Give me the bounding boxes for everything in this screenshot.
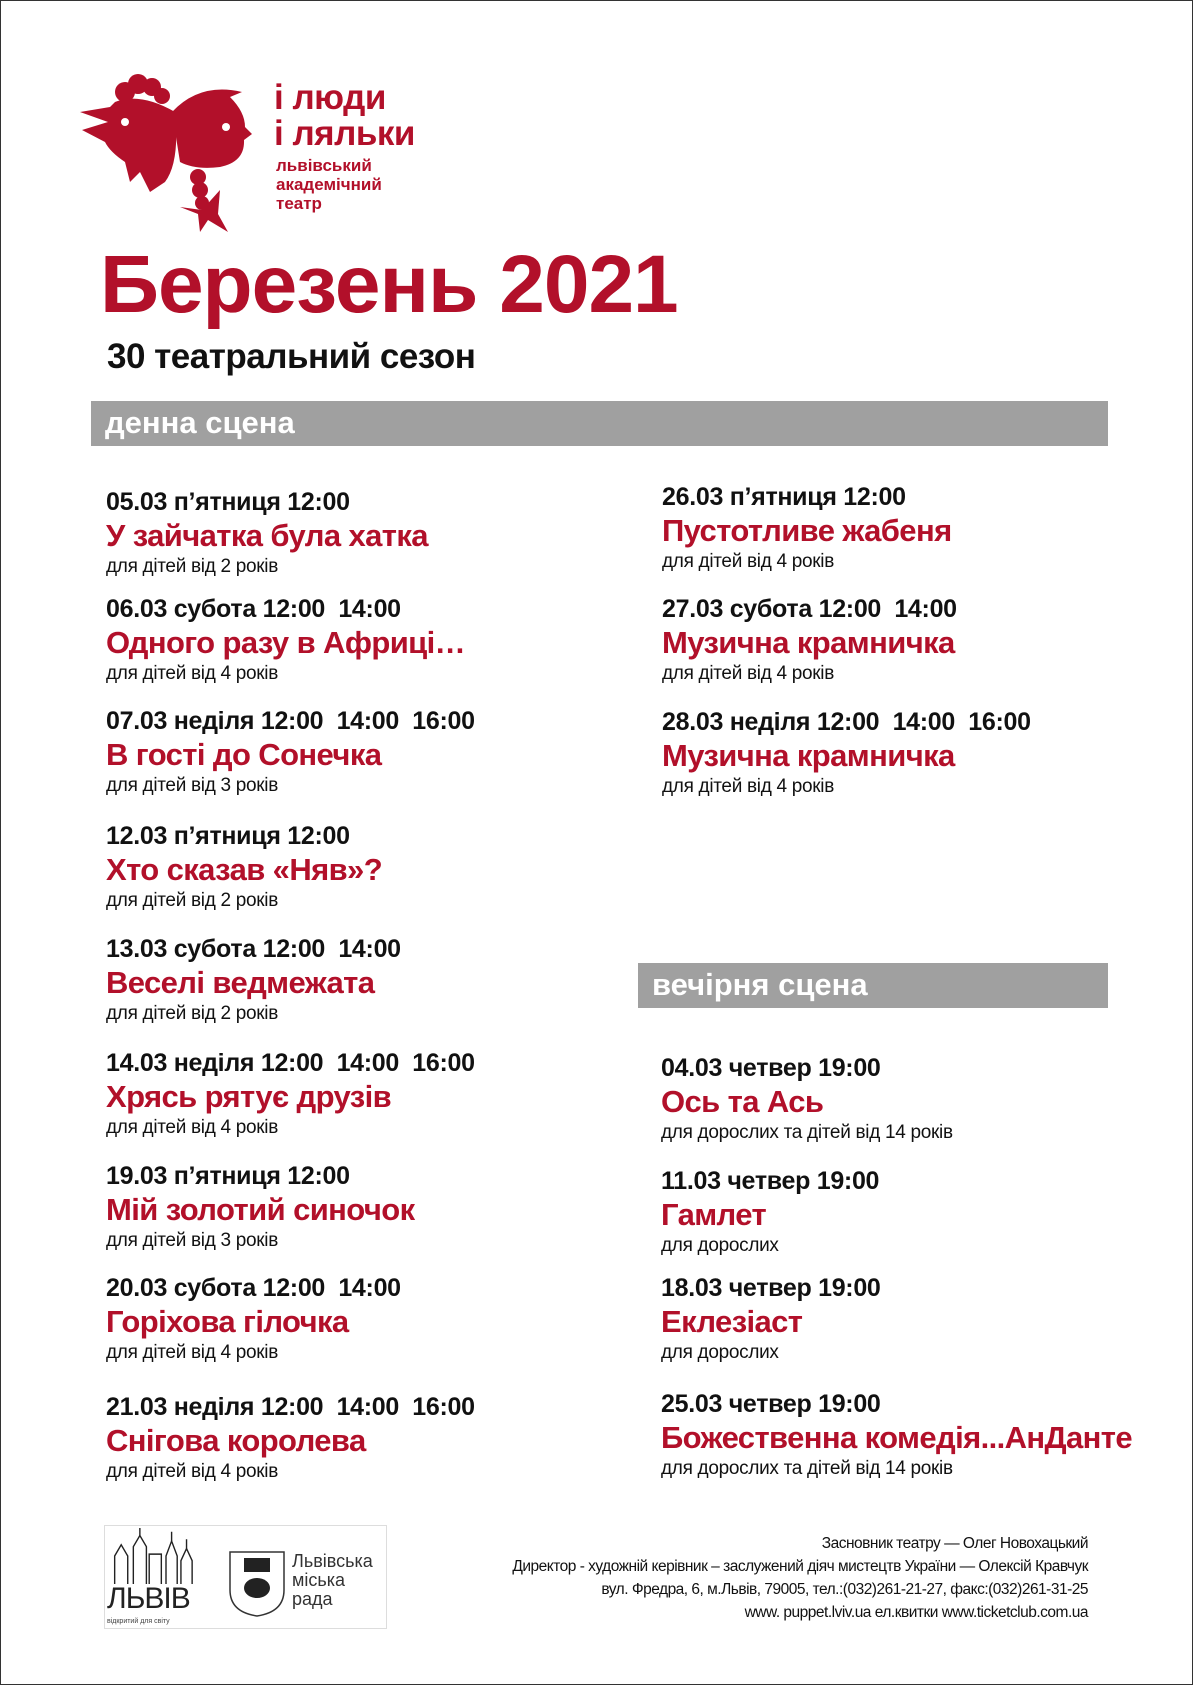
event-date: 13.03 субота 12:00 14:00 [106,935,401,963]
event-entry [662,482,952,574]
day-stage-header: денна сцена [91,401,1108,446]
event-entry [106,1048,475,1140]
event-entry [662,707,1031,799]
event-age: для дітей від 4 років [106,663,278,684]
season-subtitle: 30 театральний сезон [107,337,476,376]
logo-line2: і ляльки [274,114,415,153]
event-entry [661,1389,1132,1481]
event-date: 05.03 п’ятниця 12:00 [106,488,350,516]
event-date: 11.03 четвер 19:00 [661,1167,880,1195]
event-title: Хто сказав «Няв»? [106,852,383,887]
footer-address: вул. Фредра, 6, м.Львів, 79005, тел.:(032)261-21-27, факс:(032)261-31-25 [601,1581,1088,1598]
event-title: Мій золотий синочок [106,1192,415,1227]
event-age: для дітей від 3 років [106,1230,278,1251]
event-age: для дітей від 4 років [662,776,834,797]
event-date: 14.03 неділя 12:00 14:00 16:00 [106,1049,475,1077]
event-date: 26.03 п’ятниця 12:00 [662,483,906,511]
lviv-logo-text: ЛЬВІВ [107,1582,190,1615]
event-title: Пустотливе жабеня [662,513,952,548]
lviv-slogan: відкритий для світу [107,1618,170,1625]
event-age: для дітей від 4 років [662,663,834,684]
theatre-logo-icon [80,72,260,234]
event-title: Горіхова гілочка [106,1304,349,1339]
event-title: Музична крамничка [662,738,955,773]
event-date: 21.03 неділя 12:00 14:00 16:00 [106,1393,475,1421]
event-age: для дітей від 4 років [106,1342,278,1363]
event-title: Ось та Ась [661,1084,824,1119]
event-age: для дорослих [661,1235,779,1256]
event-title: Гамлет [661,1197,767,1232]
event-date: 19.03 п’ятниця 12:00 [106,1162,350,1190]
evening-stage-header: вечірня сцена [638,963,1108,1008]
footer-founder: Засновник театру — Олег Новохацький [821,1535,1088,1552]
event-age: для дорослих та дітей від 14 років [661,1122,953,1143]
logo-line1: і люди [274,78,386,117]
event-title: Снігова королева [106,1423,366,1458]
event-entry [662,594,957,686]
event-entry [661,1053,953,1145]
footer-director: Директор - художній керівник – заслужений діяч мистецтв України — Олексій Кравчук [512,1558,1088,1575]
event-title: У зайчатка була хатка [106,518,428,553]
event-title: Веселі ведмежата [106,965,375,1000]
lviv-coat-of-arms-icon [228,1550,286,1618]
logo-subtitle [276,156,382,213]
event-entry [106,706,475,798]
event-entry [106,1392,475,1484]
event-entry [106,821,382,913]
event-age: для дітей від 4 років [106,1117,278,1138]
city-council-text [292,1552,373,1609]
event-age: для дітей від 2 років [106,556,278,577]
event-age: для дітей від 3 років [106,775,278,796]
event-title: Еклезіаст [661,1304,803,1339]
event-date: 07.03 неділя 12:00 14:00 16:00 [106,707,475,735]
event-entry [106,594,465,686]
page-title: Березень 2021 [100,239,678,330]
event-entry [661,1273,881,1365]
event-date: 12.03 п’ятниця 12:00 [106,822,350,850]
event-date: 28.03 неділя 12:00 14:00 16:00 [662,708,1031,736]
logo-sub1: львівський [276,156,372,175]
event-entry [106,1161,415,1253]
logo-sub2: академічний [276,175,382,194]
council-line2: міська [292,1570,346,1590]
event-age: для дітей від 4 років [662,551,834,572]
event-date: 06.03 субота 12:00 14:00 [106,595,401,623]
event-date: 20.03 субота 12:00 14:00 [106,1274,401,1302]
footer-websites[interactable]: www. puppet.lviv.ua ел.квитки www.ticketclub.com.ua [744,1604,1088,1621]
event-date: 18.03 четвер 19:00 [661,1274,881,1302]
event-title: Хрясь рятує друзів [106,1079,392,1114]
event-age: для дітей від 4 років [106,1461,278,1482]
event-entry [106,1273,401,1365]
event-date: 25.03 четвер 19:00 [661,1390,881,1418]
event-age: для дорослих [661,1342,779,1363]
event-title: Одного разу в Африці… [106,625,466,660]
event-entry [661,1166,879,1258]
event-entry [106,934,401,1026]
event-age: для дітей від 2 років [106,890,278,911]
council-line3: рада [292,1589,333,1609]
event-age: для дорослих та дітей від 14 років [661,1458,953,1479]
event-title: Божественна комедія...АнДанте [661,1420,1133,1455]
council-line1: Львівська [292,1551,373,1571]
event-date: 27.03 субота 12:00 14:00 [662,595,957,623]
footer-info [400,1532,1088,1624]
lviv-city-logo-icon [107,1528,197,1584]
event-date: 04.03 четвер 19:00 [661,1054,881,1082]
event-title: В гості до Сонечка [106,737,382,772]
event-age: для дітей від 2 років [106,1003,278,1024]
logo-text [274,80,415,152]
event-entry [106,487,428,579]
sponsor-logos [104,1525,387,1629]
logo-sub3: театр [276,194,322,213]
event-title: Музична крамничка [662,625,955,660]
